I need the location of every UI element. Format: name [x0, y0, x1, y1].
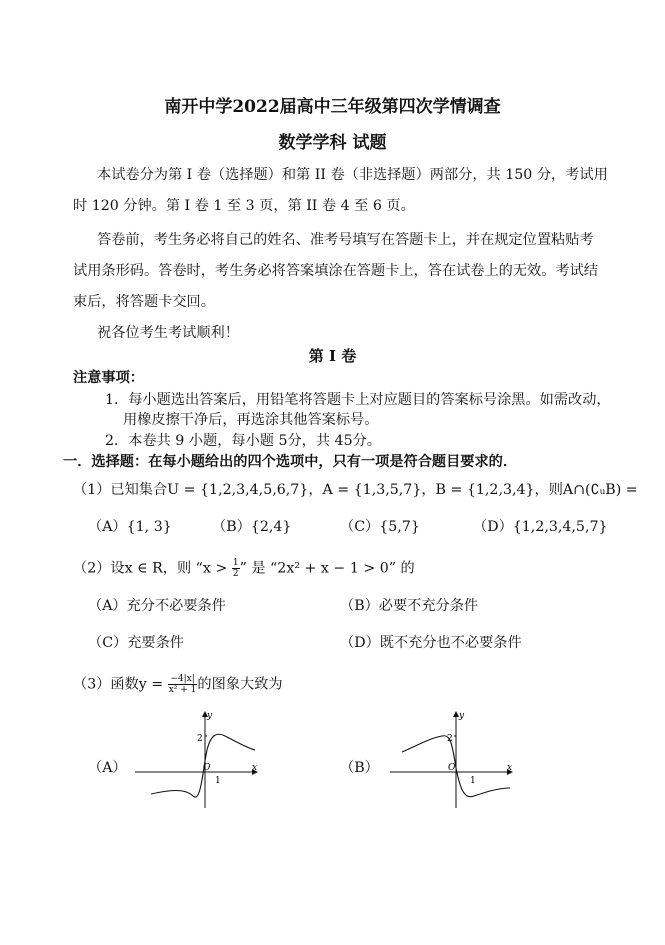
graph-b-label-one: 1: [470, 776, 476, 786]
graph-b-y-label: y: [459, 711, 465, 721]
question-1-option-c: （C）{5,7}: [340, 519, 420, 535]
question-1-option-a: （A）{1, 3}: [88, 519, 172, 535]
graph-b-x-label: x: [507, 763, 513, 773]
section-title: 第 I 卷: [308, 347, 357, 365]
question-1-option-b: （B）{2,4}: [212, 519, 292, 535]
intro-wish: 祝各位考生考试顺利！: [97, 325, 239, 341]
graph-a-label-two: 2: [197, 734, 203, 744]
question-2-stem-part-b: ” 是 “2x² + x − 1 > 0” 的: [239, 560, 415, 577]
question-2-stem: [73, 558, 415, 579]
question-2-option-a: （A）充分不必要条件: [88, 598, 226, 614]
question-2-fraction-numerator: 1: [232, 558, 239, 568]
question-2-fraction-denominator: 2: [232, 569, 239, 579]
question-3-fraction: [168, 674, 198, 695]
intro-paragraph-2-line-3: 束后，将答题卡交回。: [73, 294, 215, 310]
notes-label: 注意事项：: [73, 370, 144, 386]
graph-a-origin: O: [203, 763, 211, 773]
graph-a-label-one: 1: [215, 776, 221, 786]
question-2-option-d: （D）既不充分也不必要条件: [340, 635, 522, 651]
graph-b-label-two: 2: [447, 734, 453, 744]
intro-paragraph-1-line-1: 本试卷分为第 I 卷（选择题）和第 II 卷（非选择题）两部分，共 150 分，考试用: [97, 167, 608, 183]
question-1-option-d: （D）{1,2,3,4,5,7}: [473, 519, 608, 535]
question-3-fraction-numerator: −4|x|: [168, 674, 198, 685]
question-2-fraction: [232, 558, 240, 579]
question-3-stem: [73, 674, 283, 695]
note-1-line-1: 1．每小题选出答案后，用铅笔将答题卡上对应题目的答案标号涂黑。如需改动，: [105, 392, 611, 408]
part-1-heading: 一．选择题：在每小题给出的四个选项中，只有一项是符合题目要求的．: [63, 454, 518, 470]
question-3-graph-b: [390, 708, 520, 808]
intro-paragraph-1-line-2: 时 120 分钟。第 I 卷 1 至 3 页，第 II 卷 4 至 6 页。: [73, 198, 415, 214]
note-1-line-2: 用橡皮擦干净后，再选涂其他答案标号。: [123, 412, 379, 428]
intro-paragraph-2-line-1: 答卷前，考生务必将自己的姓名、准考号填写在答题卡上，并在规定位置粘贴考: [97, 232, 594, 248]
intro-paragraph-2-line-2: 试用条形码。答卷时，考生务必将答案填涂在答题卡上，答在试卷上的无效。考试结: [73, 263, 598, 279]
question-2-option-b: （B）必要不充分条件: [340, 598, 479, 614]
question-3-option-b-label: （B）: [340, 760, 379, 776]
note-2: 2．本卷共 9 小题，每小题 5分，共 45分。: [105, 433, 381, 449]
page-title: 南开中学2022届高中三年级第四次学情调查: [164, 97, 501, 117]
graph-a-y-label: y: [207, 711, 213, 721]
question-3-stem-part-a: （3）函数y =: [73, 676, 168, 693]
graph-b-origin: O: [448, 763, 456, 773]
page-subtitle: 数学学科 试题: [278, 133, 387, 153]
graph-a-x-label: x: [252, 763, 258, 773]
question-1-stem: （1）已知集合U = {1,2,3,4,5,6,7}，A = {1,3,5,7}，B = {1,2,3,4}，则A∩(∁ᵤB) =: [73, 482, 638, 498]
question-2-stem-part-a: （2）设x ∈ R，则 “x >: [73, 560, 232, 577]
question-3-fraction-denominator: x² + 1: [168, 685, 197, 695]
question-3-stem-part-b: 的图象大致为: [197, 676, 283, 693]
question-3-option-a-label: （A）: [88, 760, 127, 776]
question-2-option-c: （C）充要条件: [88, 635, 184, 651]
question-3-graph-a: [135, 708, 265, 808]
